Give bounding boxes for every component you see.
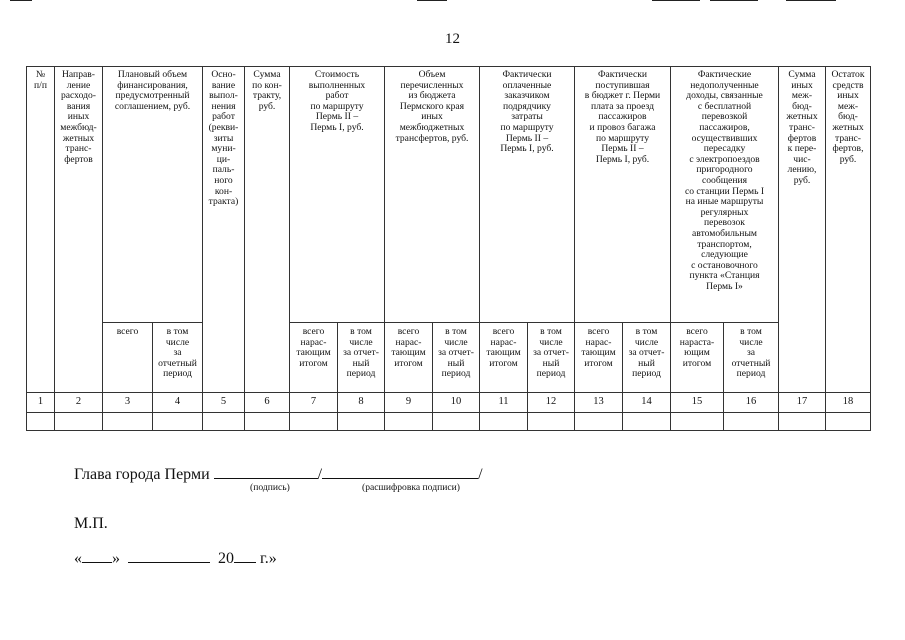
header-cost: Стоимость выполненных работ по маршруту Пермь II – Пермь I, руб. xyxy=(290,67,385,323)
column-number: 14 xyxy=(623,393,671,413)
column-number: 7 xyxy=(290,393,338,413)
header-basis: Осно- вание выпол- нения работ (рекви- зиты муни- ци- паль- ного кон- тракта) xyxy=(203,67,245,393)
column-number: 6 xyxy=(245,393,290,413)
sub-paid-period: в том числе за отчет- ный период xyxy=(528,323,575,393)
header-row xyxy=(27,67,871,323)
header-remainder: Остаток средств иных меж- бюд- жетных транс- фертов, руб. xyxy=(826,67,871,393)
header-num: № п/п xyxy=(27,67,55,393)
empty-cell xyxy=(779,413,826,431)
empty-cell xyxy=(385,413,433,431)
date-quote-open: « xyxy=(74,550,82,567)
empty-cell xyxy=(55,413,103,431)
day-blank xyxy=(82,549,112,563)
column-number: 15 xyxy=(671,393,724,413)
empty-cell xyxy=(27,413,55,431)
signature-slash: / xyxy=(317,466,323,483)
year-suffix: г.» xyxy=(260,550,277,567)
date-line xyxy=(74,549,277,568)
header-lost: Фактические недополученные доходы, связанные с бесплатной перевозкой пассажиров, осуществивших пересадку с электропоездов пригородного сообщения со станции Пермь I на иные маршруты регулярных перевозок автомобильным транспортом, следующие с остановочного пункта «Станция Пермь I» xyxy=(671,67,779,323)
column-number: 17 xyxy=(779,393,826,413)
sub-cost-period: в том числе за отчет- ный период xyxy=(338,323,385,393)
column-number: 5 xyxy=(203,393,245,413)
name-blank xyxy=(322,465,478,479)
column-number: 3 xyxy=(103,393,153,413)
sub-plan-total: всего xyxy=(103,323,153,393)
caption-signature: (подпись) xyxy=(250,482,290,493)
year-blank xyxy=(234,549,256,563)
empty-cell xyxy=(480,413,528,431)
sub-paid-total: всего нарас- тающим итогом xyxy=(480,323,528,393)
top-rule-right-3 xyxy=(786,0,836,1)
top-rule-mid xyxy=(417,0,447,1)
blank-data-row xyxy=(27,413,871,431)
header-received: Фактически поступившая в бюджет г. Перми плата за проезд пассажиров и провоз багажа по маршруту Пермь II – Пермь I, руб. xyxy=(575,67,671,323)
empty-cell xyxy=(153,413,203,431)
top-rule-right-1 xyxy=(652,0,700,1)
empty-cell xyxy=(203,413,245,431)
date-quote-close: » xyxy=(112,550,120,567)
sub-plan-period: в том числе за отчетный период xyxy=(153,323,203,393)
subheader-row xyxy=(27,323,871,393)
report-table xyxy=(26,66,871,431)
sub-received-period: в том числе за отчет- ный период xyxy=(623,323,671,393)
caption-name-decoding: (расшифровка подписи) xyxy=(362,482,460,493)
header-contract-sum: Сумма по кон- тракту, руб. xyxy=(245,67,290,393)
column-number: 1 xyxy=(27,393,55,413)
sub-volume-period: в том числе за отчет- ный период xyxy=(433,323,480,393)
header-other-sum: Сумма иных меж- бюд- жетных транс- фертов к пере- чис- лению, руб. xyxy=(779,67,826,393)
empty-cell xyxy=(528,413,575,431)
header-plan: Плановый объем финансирования, предусмотренный соглашением, руб. xyxy=(103,67,203,323)
stamp-label: М.П. xyxy=(74,515,108,532)
sub-received-total: всего нарас- тающим итогом xyxy=(575,323,623,393)
column-number: 16 xyxy=(724,393,779,413)
column-number: 9 xyxy=(385,393,433,413)
signature-slash: / xyxy=(478,466,483,483)
sub-lost-period: в том числе за отчетный период xyxy=(724,323,779,393)
empty-cell xyxy=(433,413,480,431)
empty-cell xyxy=(623,413,671,431)
signature-blank xyxy=(214,465,318,479)
column-number: 18 xyxy=(826,393,871,413)
empty-cell xyxy=(103,413,153,431)
signature-label: Глава города Перми xyxy=(74,466,210,483)
empty-cell xyxy=(245,413,290,431)
empty-cell xyxy=(338,413,385,431)
column-number: 2 xyxy=(55,393,103,413)
top-rule-right-2 xyxy=(710,0,758,1)
empty-cell xyxy=(826,413,871,431)
sub-cost-total: всего нарас- тающим итогом xyxy=(290,323,338,393)
empty-cell xyxy=(724,413,779,431)
column-number: 11 xyxy=(480,393,528,413)
empty-cell xyxy=(290,413,338,431)
header-paid: Фактически оплаченные заказчиком подрядчику затраты по маршруту Пермь II – Пермь I, руб. xyxy=(480,67,575,323)
page-number: 12 xyxy=(445,31,460,47)
column-number-row xyxy=(27,393,871,413)
empty-cell xyxy=(671,413,724,431)
sub-lost-total: всего нараста- ющим итогом xyxy=(671,323,724,393)
empty-cell xyxy=(575,413,623,431)
year-prefix: 20 xyxy=(218,550,234,567)
month-blank xyxy=(128,549,210,563)
header-direction: Направ- ление расходо- вания иных межбюд- жетных транс- фертов xyxy=(55,67,103,393)
sub-volume-total: всего нарас- тающим итогом xyxy=(385,323,433,393)
column-number: 10 xyxy=(433,393,480,413)
column-number: 13 xyxy=(575,393,623,413)
column-number: 4 xyxy=(153,393,203,413)
header-volume: Объем перечисленных из бюджета Пермского края иных межбюджетных трансфертов, руб. xyxy=(385,67,480,323)
top-rule-left xyxy=(10,0,32,1)
column-number: 8 xyxy=(338,393,385,413)
column-number: 12 xyxy=(528,393,575,413)
